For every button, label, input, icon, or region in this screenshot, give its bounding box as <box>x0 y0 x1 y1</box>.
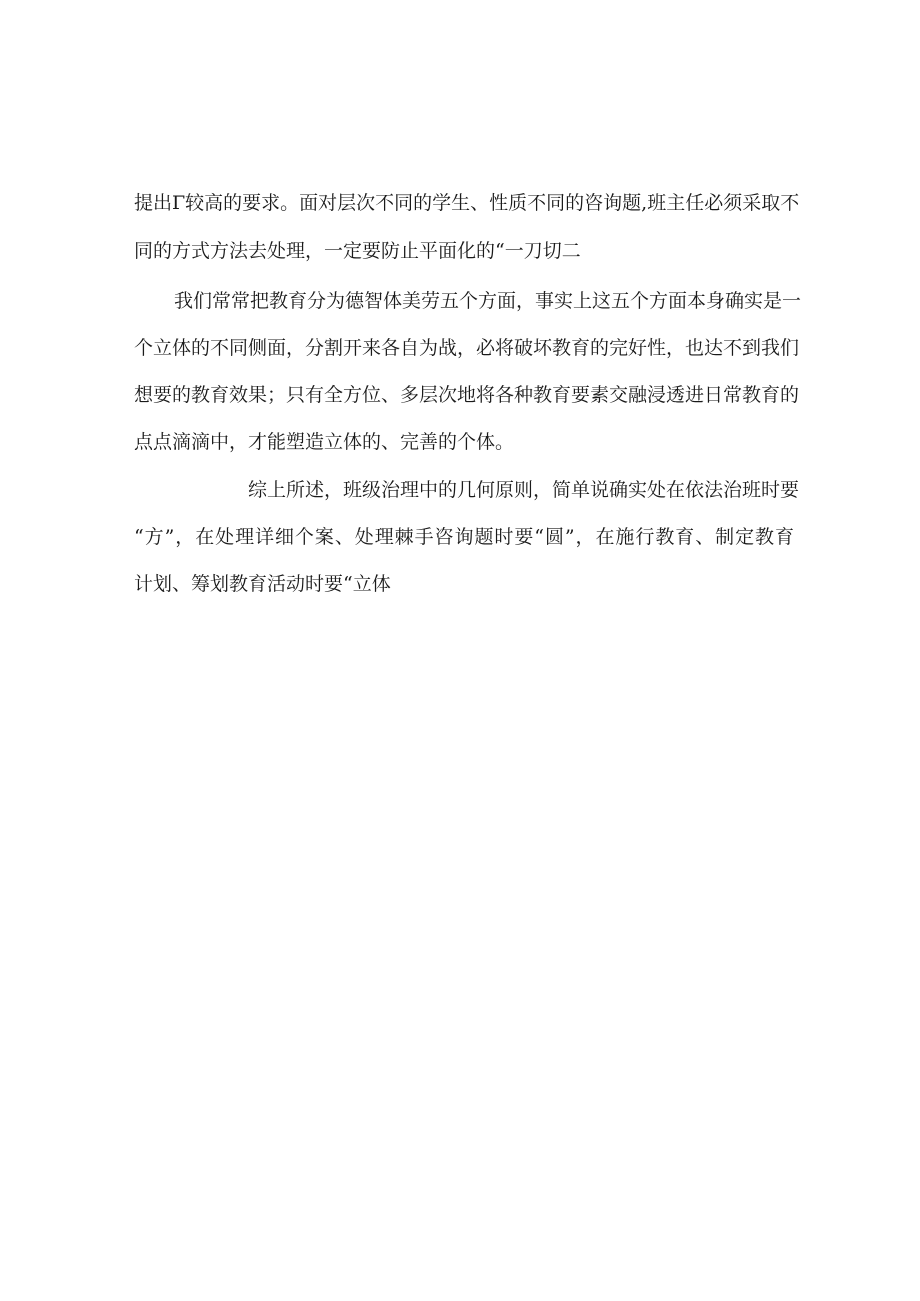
paragraph-3-line-3: 计划、筹划教育活动时要“立体 <box>134 573 391 595</box>
paragraph-2-line-3: 想要的教育效果；只有全方位、多层次地将各种教育要素交融浸透进日常教育的 <box>134 384 800 406</box>
paragraph-1-line-2: 同的方式方法去处理，一定要防止平面化的“一刀切二 <box>134 240 581 262</box>
paragraph-2-line-2: 个立体的不同侧面，分割开来各自为战，必将破坏教育的完好性，也达不到我们 <box>134 337 800 359</box>
paragraph-3-line-2: “方”，在处理详细个案、处理棘手咨询题时要“圆”，在施行教育、制定教育 <box>134 526 794 548</box>
paragraph-1-line-1: 提出Γ较高的要求。面对层次不同的学生、性质不同的咨询题,班主任必须采取不 <box>134 192 800 214</box>
paragraph-3-line-1: 综上所述，班级治理中的几何原则，简单说确实处在依法治班时要 <box>248 479 800 501</box>
paragraph-2-line-4: 点点滴滴中，才能塑造立体的、完善的个体。 <box>134 431 515 453</box>
paragraph-2-line-1: 我们常常把教育分为德智体美劳五个方面，事实上这五个方面本身确实是一 <box>174 290 802 312</box>
